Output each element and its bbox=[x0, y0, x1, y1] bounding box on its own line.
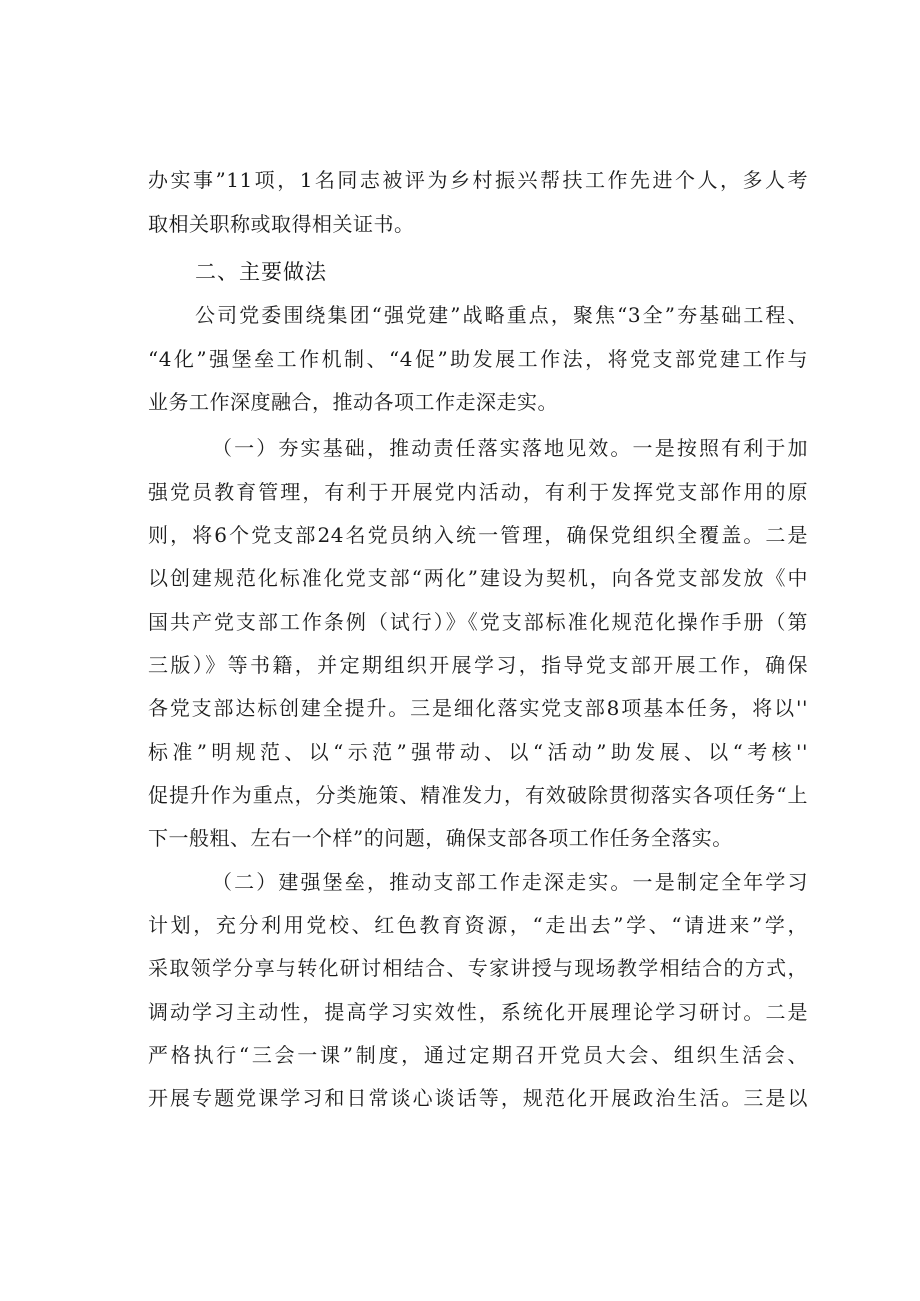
text-line: “4化”强堡垒工作机制、“4促”助发展工作法，将党支部党建工作与 bbox=[148, 347, 808, 371]
text-line: 标准”明规范、以“示范”强带动、以“活动”助发展、以“考核'' bbox=[148, 740, 808, 764]
text-line: 各党支部达标创建全提升。三是细化落实党支部8项基本任务，将以'' bbox=[148, 696, 808, 720]
text-line: 业务工作深度融合，推动各项工作走深走实。 bbox=[148, 390, 558, 414]
section-heading: 二、主要做法 bbox=[195, 260, 327, 284]
text-line: 开展专题党课学习和日常谈心谈话等，规范化开展政治生活。三是以 bbox=[148, 1086, 808, 1110]
text-line: 促提升作为重点，分类施策、精准发力，有效破除贯彻落实各项任务“上 bbox=[148, 783, 808, 807]
text-line: 办实事”11项，1名同志被评为乡村振兴帮扶工作先进个人，多人考 bbox=[148, 168, 808, 192]
text-line: （二）建强堡垒，推动支部工作走深走实。一是制定全年学习 bbox=[212, 870, 808, 894]
text-line: （一）夯实基础，推动责任落实落地见效。一是按照有利于加 bbox=[212, 436, 808, 460]
text-line: 调动学习主动性，提高学习实效性，系统化开展理论学习研讨。二是 bbox=[148, 1000, 808, 1024]
text-line: 强党员教育管理，有利于开展党内活动，有利于发挥党支部作用的原 bbox=[148, 480, 808, 504]
text-line: 严格执行“三会一课”制度，通过定期召开党员大会、组织生活会、 bbox=[148, 1043, 808, 1067]
text-line: 三版）》等书籍，并定期组织开展学习，指导党支部开展工作，确保 bbox=[148, 653, 808, 677]
text-line: 国共产党支部工作条例（试行）》《党支部标准化规范化操作手册（第 bbox=[148, 610, 808, 634]
text-line: 以创建规范化标准化党支部“两化”建设为契机，向各党支部发放《中 bbox=[148, 566, 808, 590]
text-line: 取相关职称或取得相关证书。 bbox=[148, 212, 415, 236]
text-line: 采取领学分享与转化研讨相结合、专家讲授与现场教学相结合的方式， bbox=[148, 956, 808, 980]
text-line: 则，将6个党支部24名党员纳入统一管理，确保党组织全覆盖。二是 bbox=[148, 523, 808, 547]
text-line: 下一般粗、左右一个样”的问题，确保支部各项工作任务全落实。 bbox=[148, 826, 733, 850]
text-line: 计划，充分利用党校、红色教育资源，“走出去”学、“请进来”学， bbox=[148, 913, 808, 937]
text-line: 公司党委围绕集团“强党建”战略重点，聚焦“3全”夯基础工程、 bbox=[195, 303, 808, 327]
